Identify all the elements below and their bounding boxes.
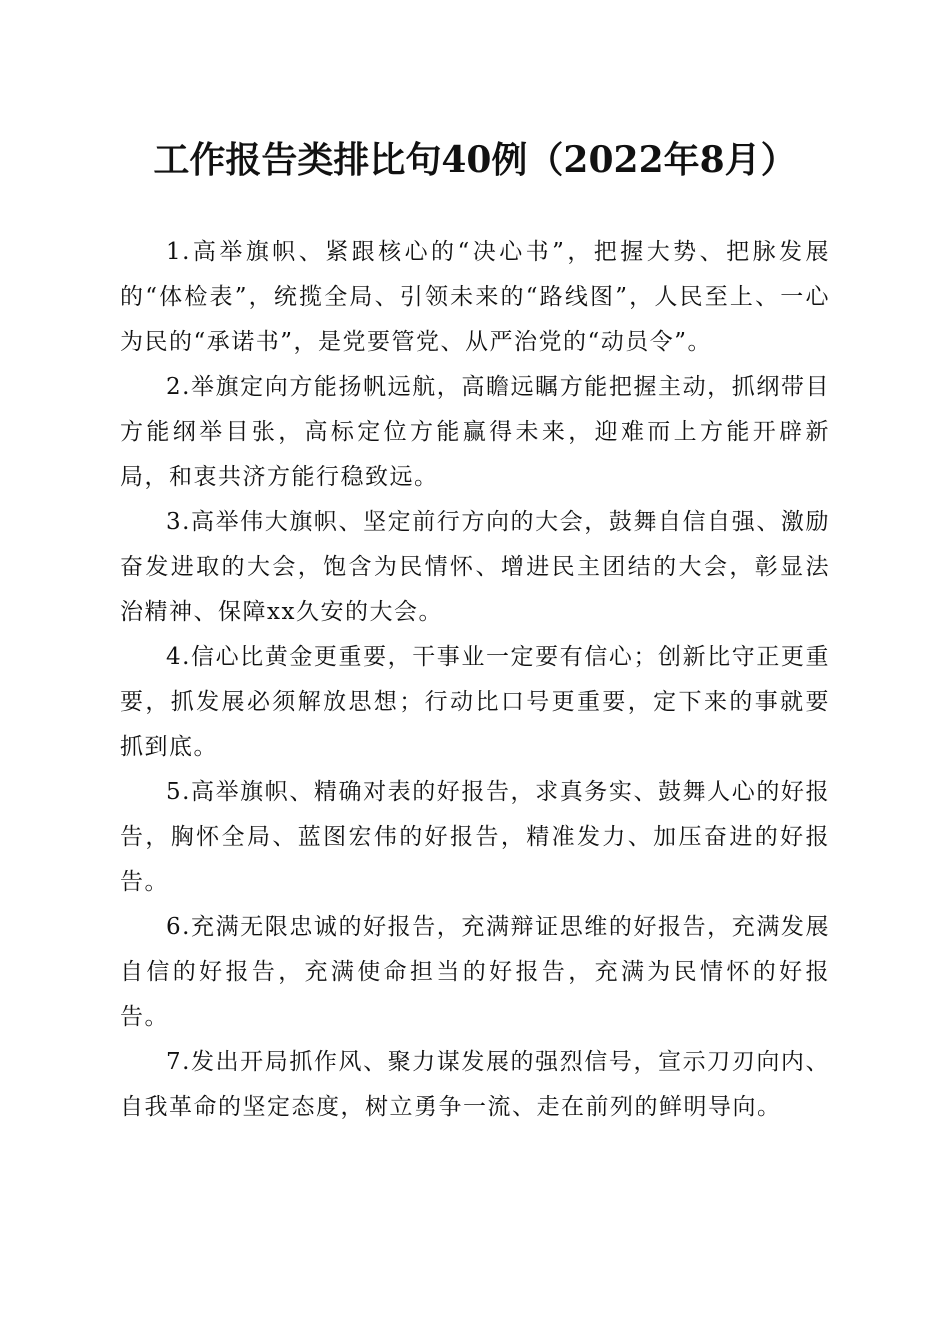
document-title: 工作报告类排比句40例（2022年8月） <box>153 139 797 181</box>
paragraph-2: 2.举旗定向方能扬帆远航，高瞻远瞩方能把握主动，抓纲带目方能纲举目张，高标定位方能赢得未来，迎难而上方能开辟新局，和衷共济方能行稳致远。 <box>120 374 830 490</box>
paragraph-1: 1.高举旗帜、紧跟核心的“决心书”，把握大势、把脉发展的“体检表”，统揽全局、引领未来的“路线图”，人民至上、一心为民的“承诺书”，是党要管党、从严治党的“动员令”。 <box>120 239 830 355</box>
paragraph-7: 7.发出开局抓作风、聚力谋发展的强烈信号，宣示刀刃向内、自我革命的坚定态度，树立勇争一流、走在前列的鲜明导向。 <box>120 1049 830 1120</box>
paragraph-5: 5.高举旗帜、精确对表的好报告，求真务实、鼓舞人心的好报告，胸怀全局、蓝图宏伟的好报告，精准发力、加压奋进的好报告。 <box>120 779 830 895</box>
paragraph-6: 6.充满无限忠诚的好报告，充满辩证思维的好报告，充满发展自信的好报告，充满使命担当的好报告，充满为民情怀的好报告。 <box>120 914 830 1030</box>
paragraph-3: 3.高举伟大旗帜、坚定前行方向的大会，鼓舞自信自强、激励奋发进取的大会，饱含为民情怀、增进民主团结的大会，彰显法治精神、保障xx久安的大会。 <box>120 509 830 625</box>
document-body <box>120 230 830 1130</box>
paragraph-4: 4.信心比黄金更重要，干事业一定要有信心；创新比守正更重要，抓发展必须解放思想；行动比口号更重要，定下来的事就要抓到底。 <box>120 644 830 760</box>
